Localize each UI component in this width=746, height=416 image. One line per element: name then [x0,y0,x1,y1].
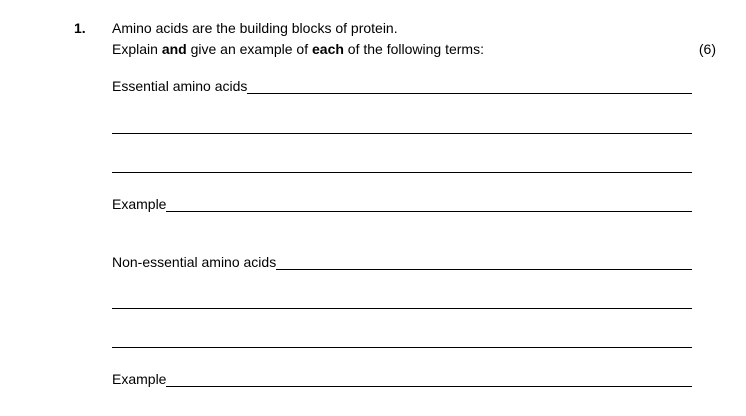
nonessential-answer-row[interactable] [112,254,692,270]
example-answer-row[interactable] [112,371,692,387]
instruction-emphasis: and [161,41,187,57]
answer-line[interactable] [112,347,692,348]
instruction-text: of the following terms: [343,41,484,57]
instruction-text: Explain [112,41,162,57]
answer-line[interactable] [112,308,692,309]
example-label: Example [112,196,167,212]
answer-line[interactable] [166,371,692,387]
nonessential-label: Non-essential amino acids [112,254,277,270]
answer-line[interactable] [112,172,692,173]
answer-line[interactable] [276,254,692,270]
essential-answer-row[interactable] [112,78,692,94]
question-instruction [112,41,484,57]
essential-label: Essential amino acids [112,78,248,94]
question-intro: Amino acids are the building blocks of protein. [112,20,398,36]
question-number: 1. [74,20,86,36]
marks-allocation: (6) [698,41,716,57]
example-answer-row[interactable] [112,196,692,212]
example-label: Example [112,371,167,387]
answer-line[interactable] [247,78,692,94]
instruction-emphasis: each [312,41,344,57]
instruction-text: give an example of [186,41,312,57]
answer-line[interactable] [112,133,692,134]
answer-line[interactable] [166,196,692,212]
